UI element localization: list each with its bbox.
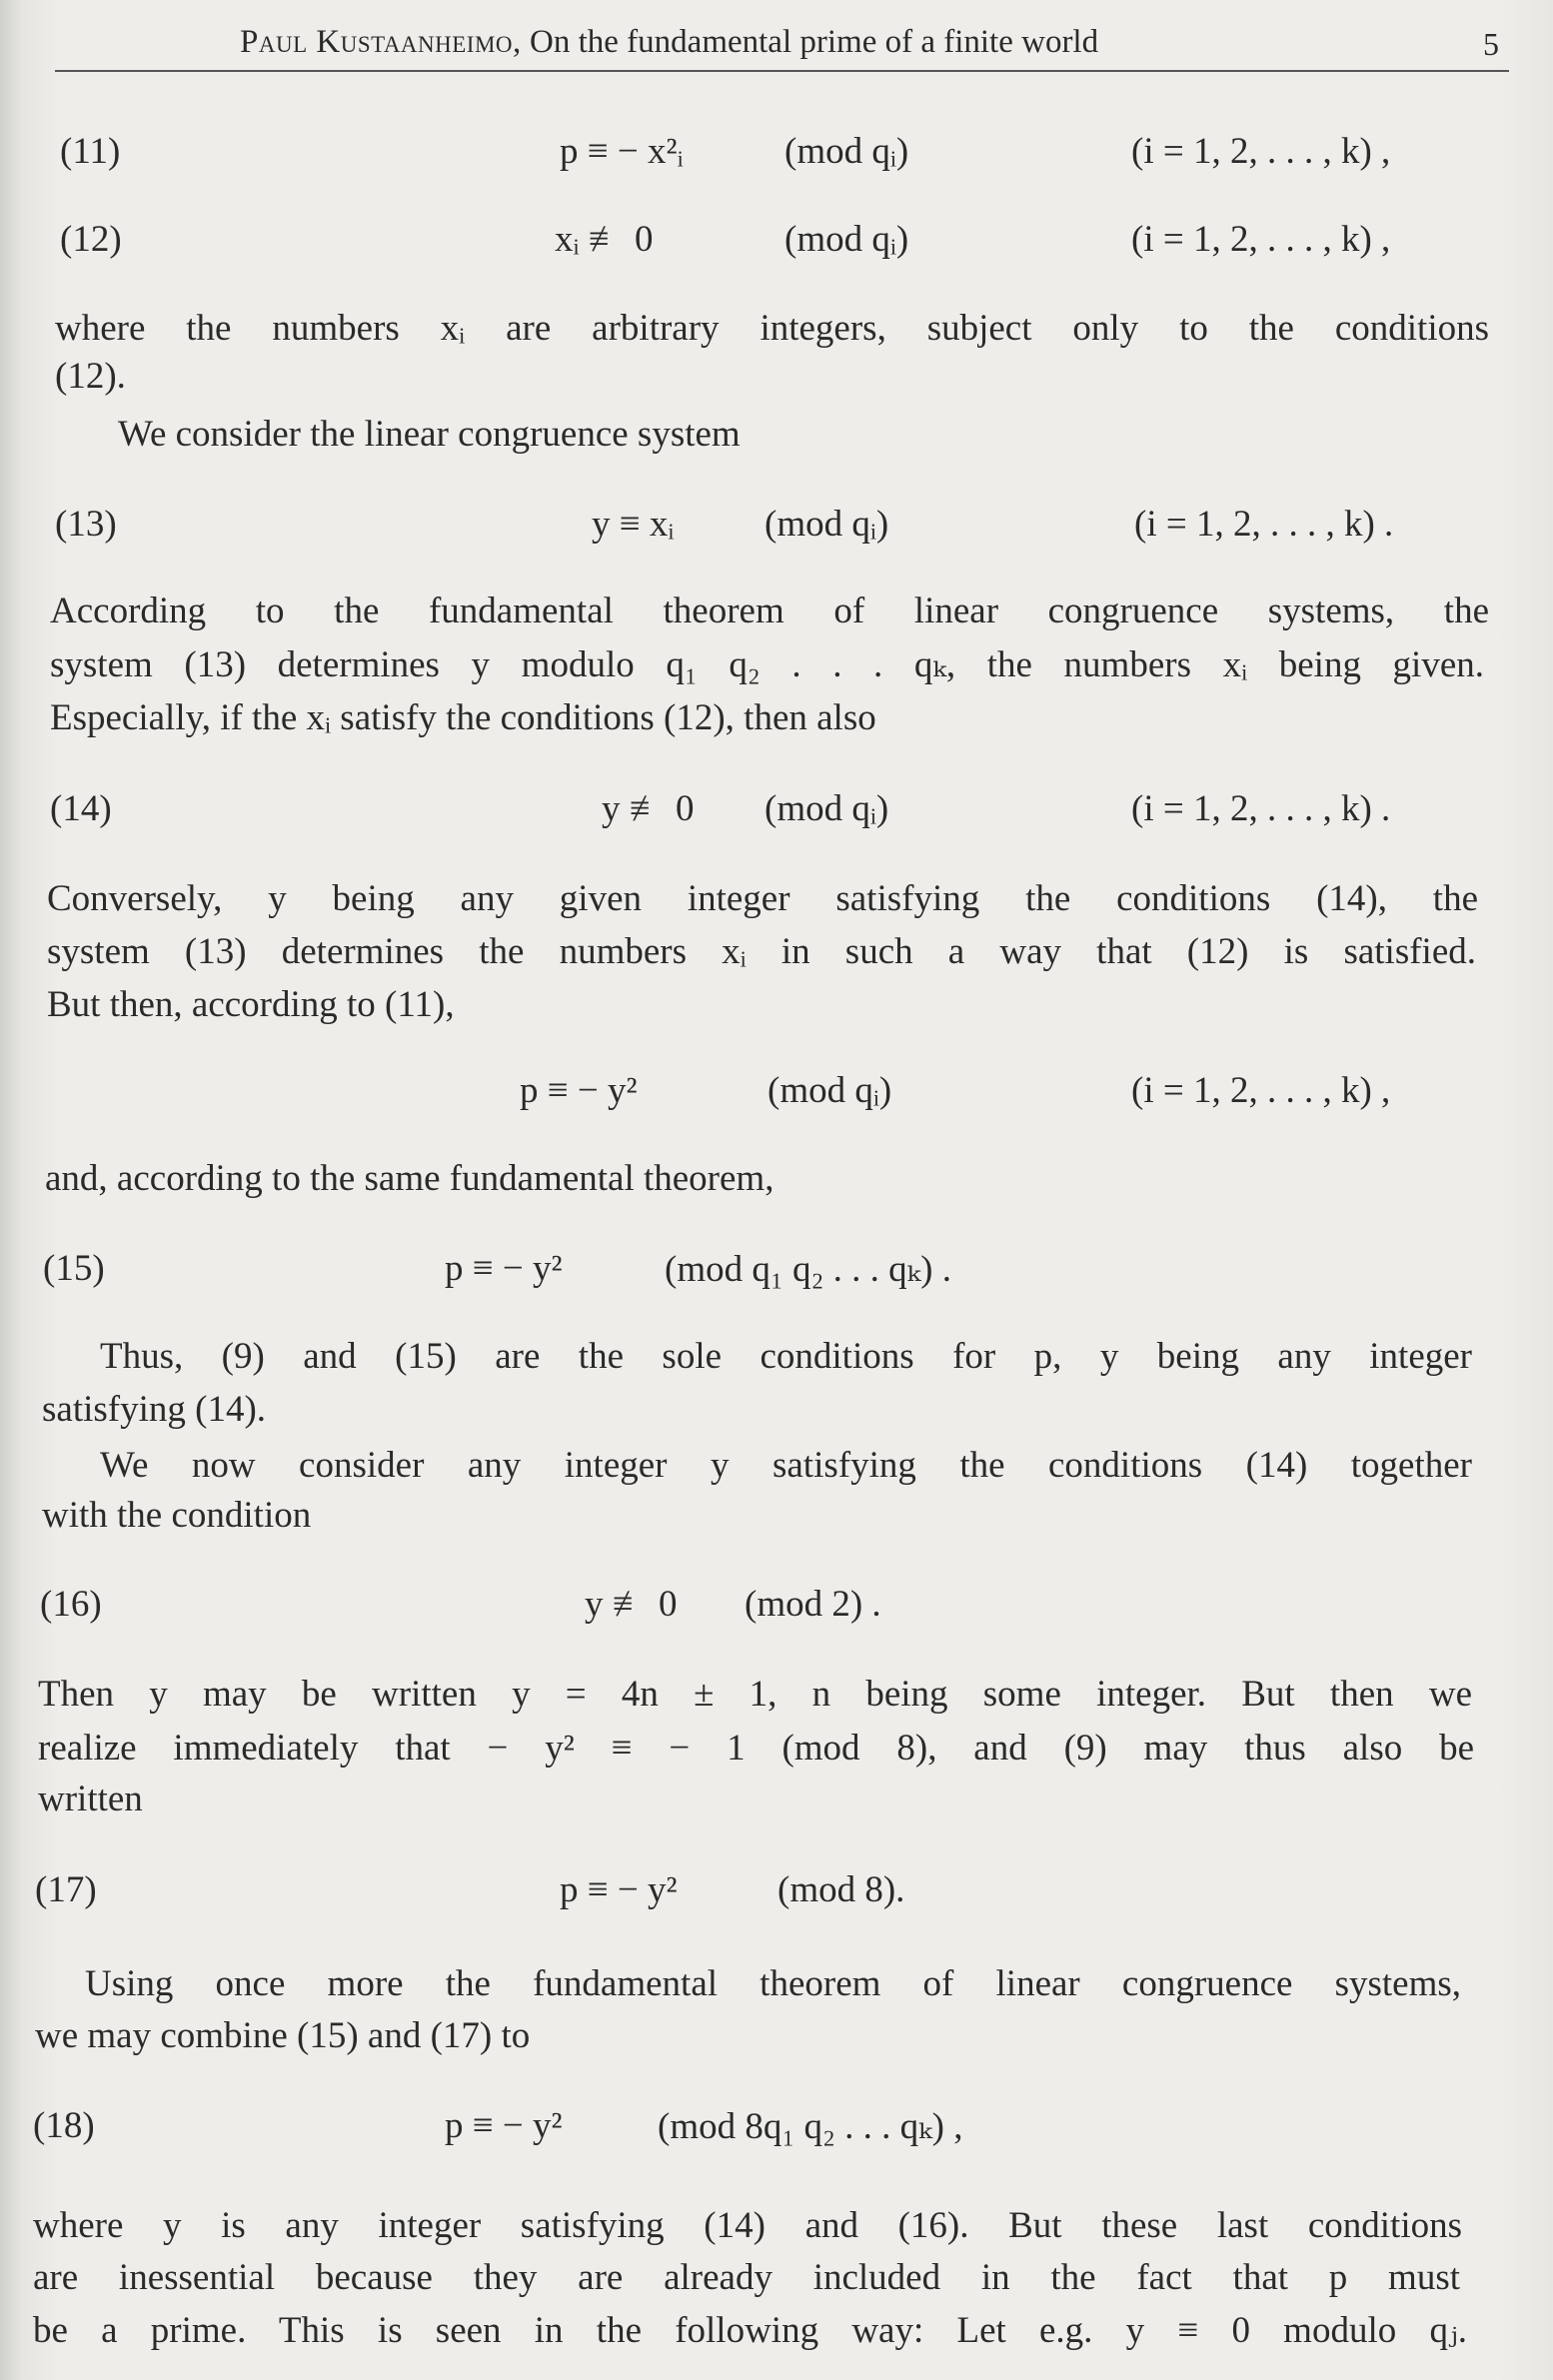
text-line: are inessential because they are already included in the fact that p must: [33, 2257, 1460, 2298]
equation-number: (14): [50, 788, 112, 829]
equation-range: (i = 1, 2, . . . , k) .: [1131, 788, 1391, 829]
equation-number: (16): [40, 1584, 102, 1625]
equation-lhs: y ≢ 0: [585, 1584, 678, 1625]
text-line: Conversely, y being any given integer satisfying the conditions (14), the: [47, 878, 1478, 919]
equation-lhs: p ≡ − y²: [445, 2105, 563, 2146]
text-line: and, according to the same fundamental theorem,: [45, 1158, 775, 1199]
header-rule: [55, 70, 1509, 72]
text-line: where y is any integer satisfying (14) and (16). But these last conditions: [33, 2205, 1462, 2246]
equation-12: [0, 218, 1553, 268]
equation-lhs: p ≡ − y²: [445, 1248, 563, 1289]
text-line: we may combine (15) and (17) to: [35, 2015, 531, 2056]
running-head: [240, 24, 1098, 61]
equation-18: [0, 2104, 1553, 2154]
equation-number: (17): [35, 1869, 97, 1910]
equation-number: (15): [43, 1248, 105, 1289]
text-line: realize immediately that − y² ≡ − 1 (mod 8), and (9) may thus also be: [38, 1728, 1474, 1769]
equation-lhs: y ≢ 0: [602, 788, 695, 829]
text-line: We consider the linear congruence system: [118, 414, 741, 455]
equation-11: [0, 130, 1553, 180]
text-line: system (13) determines the numbers xᵢ in such a way that (12) is satisfied.: [47, 931, 1476, 972]
text-line: According to the fundamental theorem of linear congruence systems, the: [50, 591, 1489, 631]
text-line: We now consider any integer y satisfying the conditions (14) together: [100, 1445, 1472, 1486]
equation-range: (i = 1, 2, . . . , k) .: [1134, 504, 1394, 545]
equation-lhs: xᵢ ≢ 0: [555, 219, 654, 260]
text-line: Thus, (9) and (15) are the sole conditions for p, y being any integer: [100, 1336, 1472, 1377]
equation-modulus: (mod qᵢ): [765, 788, 889, 829]
equation-number: (11): [60, 131, 121, 172]
equation-number: (13): [55, 504, 117, 545]
page-number: 5: [1483, 26, 1499, 62]
equation-modulus: (mod qᵢ): [784, 131, 909, 172]
equation-14: [0, 787, 1553, 837]
equation-modulus: (mod qᵢ): [768, 1070, 892, 1111]
equation-lhs: p ≡ − y²: [520, 1070, 638, 1111]
equation-15: [0, 1247, 1553, 1297]
equation-modulus: (mod q₁ q₂ . . . qₖ) .: [665, 1249, 951, 1290]
text-line: (12).: [55, 356, 126, 397]
text-line: system (13) determines y modulo q₁ q₂ . . . qₖ, the numbers xᵢ being given.: [50, 644, 1484, 685]
text-line: where the numbers xᵢ are arbitrary integers, subject only to the conditions: [55, 308, 1489, 349]
equation-13: [0, 503, 1553, 553]
text-line: with the condition: [42, 1495, 312, 1536]
article-title: On the fundamental prime of a finite world: [530, 24, 1099, 60]
text-line: satisfying (14).: [42, 1389, 267, 1430]
equation-modulus: (mod 2) .: [745, 1584, 881, 1625]
equation-modulus: (mod 8).: [777, 1869, 905, 1910]
running-header: [240, 22, 1499, 68]
text-line: written: [38, 1779, 143, 1819]
equation-modulus: (mod qᵢ): [784, 219, 909, 260]
equation-modulus: (mod 8q₁ q₂ . . . qₖ) ,: [658, 2106, 963, 2147]
text-line: be a prime. This is seen in the following way: Let e.g. y ≡ 0 modulo qⱼ.: [33, 2310, 1467, 2351]
equation-16: [0, 1583, 1553, 1633]
equation-range: (i = 1, 2, . . . , k) ,: [1131, 1070, 1391, 1111]
text-line: But then, according to (11),: [47, 984, 455, 1025]
text-line: Especially, if the xᵢ satisfy the conditions (12), then also: [50, 697, 876, 738]
text-line: Then y may be written y = 4n ± 1, n being some integer. But then we: [38, 1674, 1472, 1715]
equation-number: (12): [60, 219, 122, 260]
equation-17: [0, 1868, 1553, 1918]
equation-range: (i = 1, 2, . . . , k) ,: [1131, 131, 1391, 172]
author-name: Paul Kustaanheimo,: [240, 24, 522, 60]
equation-lhs: p ≡ − y²: [560, 1869, 678, 1910]
equation-unnumbered: [0, 1069, 1553, 1119]
text-line: Using once more the fundamental theorem of linear congruence systems,: [85, 1963, 1461, 2004]
equation-modulus: (mod qᵢ): [765, 504, 889, 545]
equation-number: (18): [33, 2105, 95, 2146]
equation-range: (i = 1, 2, . . . , k) ,: [1131, 219, 1391, 260]
equation-lhs: p ≡ − x²ᵢ: [560, 131, 684, 172]
equation-lhs: y ≡ xᵢ: [592, 504, 675, 545]
